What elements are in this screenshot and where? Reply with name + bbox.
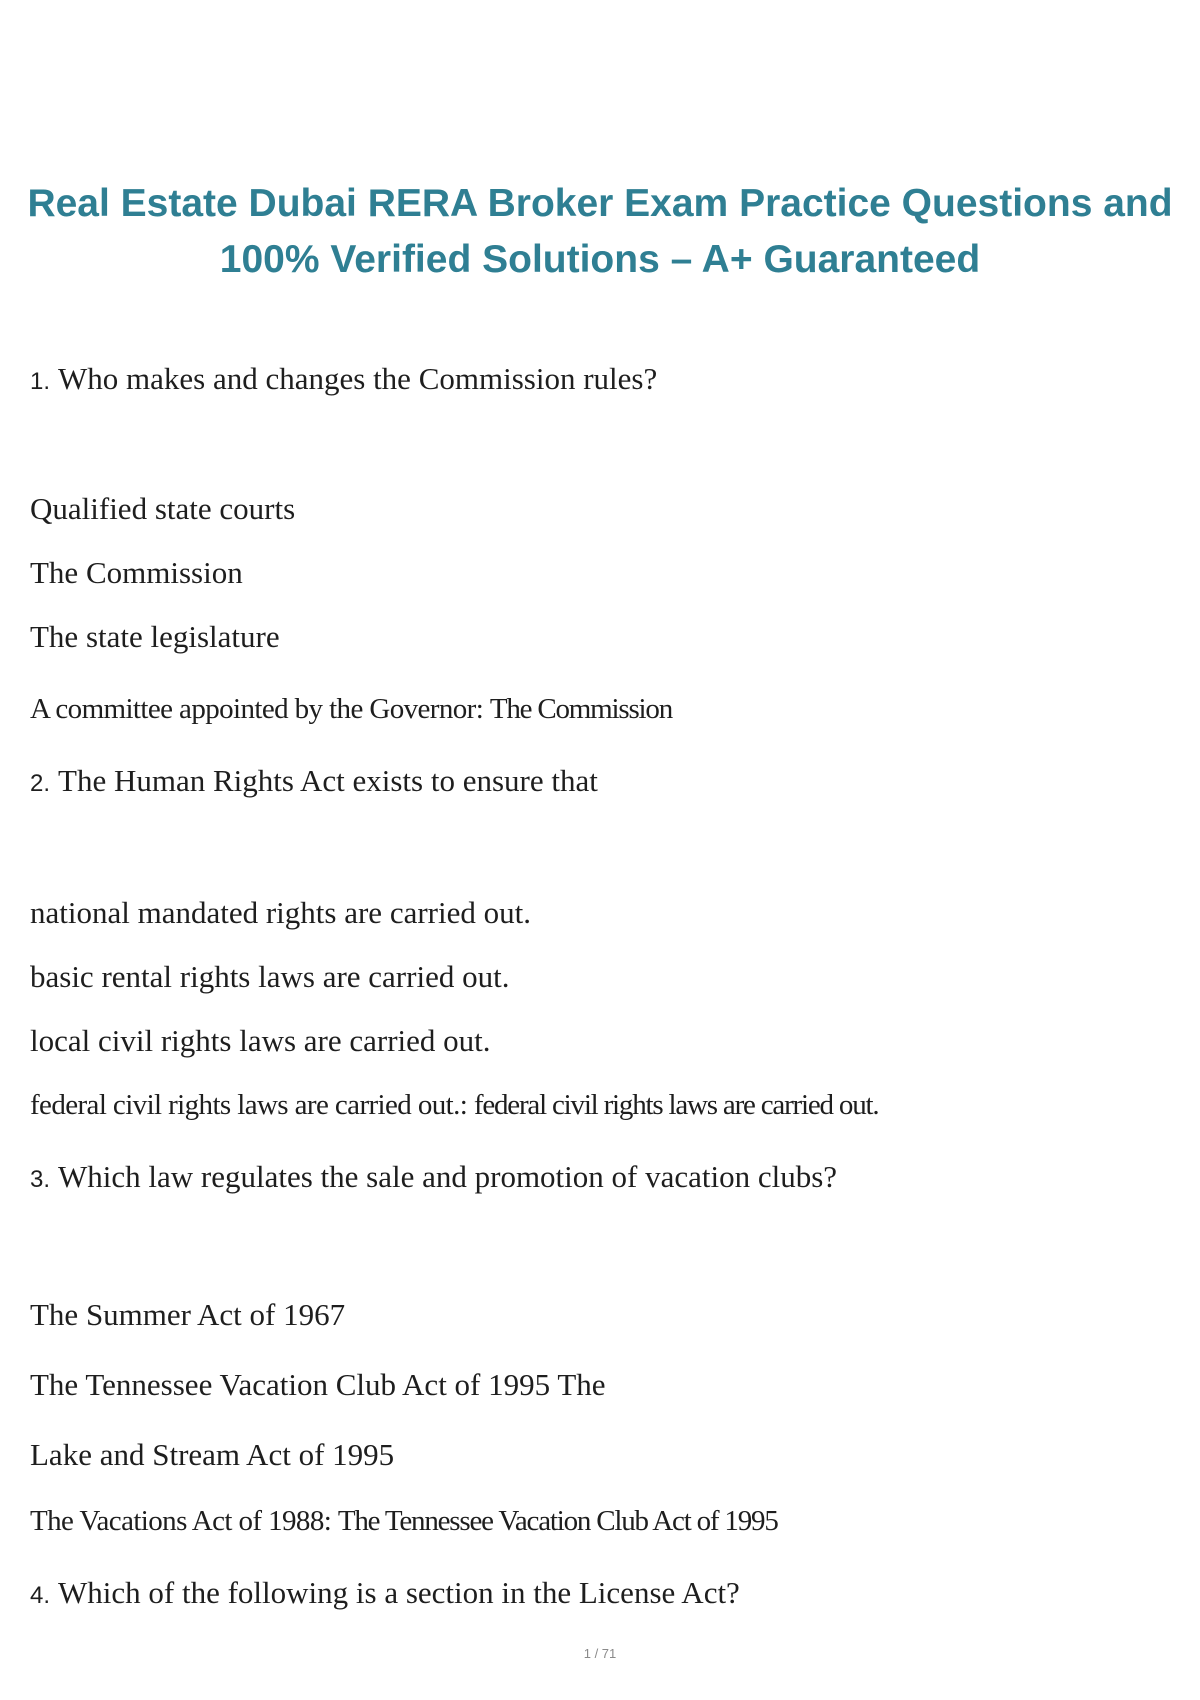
question-text: Which law regulates the sale and promotion of vacation clubs? xyxy=(58,1159,838,1194)
option-2d-with-answer xyxy=(30,1086,878,1124)
correct-answer: The Commission xyxy=(489,693,673,725)
question-number: 1. xyxy=(30,368,51,395)
question-number: 2. xyxy=(30,770,51,797)
option-3d-with-answer xyxy=(30,1502,778,1540)
option-1a: Qualified state courts xyxy=(30,491,296,526)
option-1d-with-answer xyxy=(30,690,672,728)
title-line-1: Real Estate Dubai RERA Broker Exam Practice Questions and xyxy=(27,182,1173,225)
option-3a: The Summer Act of 1967 xyxy=(30,1297,346,1332)
document-title xyxy=(0,176,1200,288)
question-1 xyxy=(30,360,657,401)
question-text: Which of the following is a section in the License Act? xyxy=(58,1575,740,1610)
question-3 xyxy=(30,1158,837,1199)
question-text: The Human Rights Act exists to ensure that xyxy=(58,763,598,798)
option-3c: Lake and Stream Act of 1995 xyxy=(30,1437,395,1472)
last-option: The Vacations Act of 1988: xyxy=(30,1505,332,1537)
question-number: 4. xyxy=(30,1582,51,1609)
option-1c: The state legislature xyxy=(30,619,280,654)
option-2b: basic rental rights laws are carried out. xyxy=(30,959,510,994)
option-3b: The Tennessee Vacation Club Act of 1995 The xyxy=(30,1367,606,1402)
option-2c: local civil rights laws are carried out. xyxy=(30,1023,491,1058)
correct-answer: The Tennessee Vacation Club Act of 1995 xyxy=(337,1505,778,1537)
question-4 xyxy=(30,1574,740,1615)
option-1b: The Commission xyxy=(30,555,243,590)
question-2 xyxy=(30,762,598,803)
correct-answer: federal civil rights laws are carried out. xyxy=(473,1089,879,1121)
question-text: Who makes and changes the Commission rules? xyxy=(58,361,658,396)
last-option: A committee appointed by the Governor: xyxy=(30,693,484,725)
page-number: 1 / 71 xyxy=(583,1646,617,1661)
question-number: 3. xyxy=(30,1166,51,1193)
option-2a: national mandated rights are carried out. xyxy=(30,895,531,930)
title-line-2: 100% Verified Solutions – A+ Guaranteed xyxy=(219,238,981,281)
last-option: federal civil rights laws are carried out.: xyxy=(30,1089,468,1121)
